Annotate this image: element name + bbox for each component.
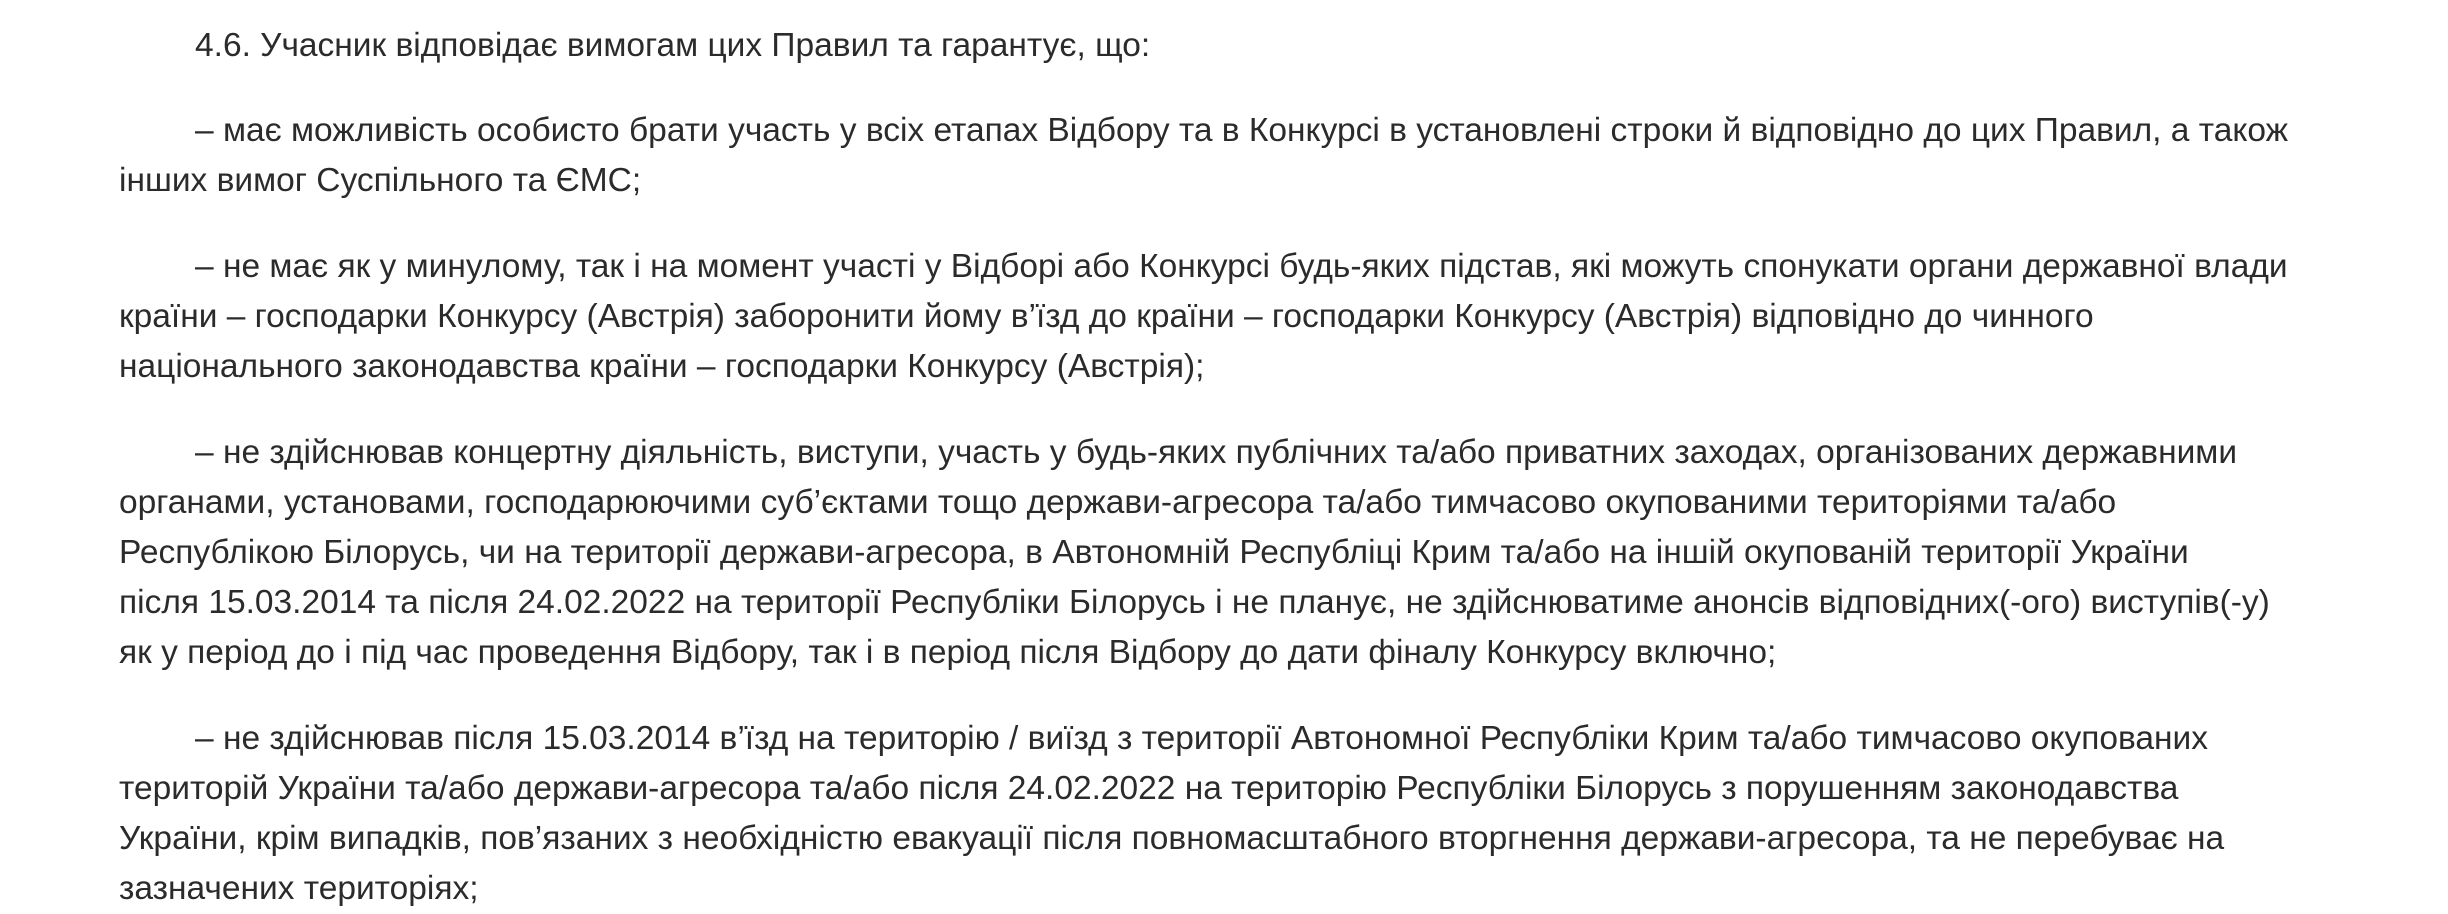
text-line: національного законодавства країни – господарки Конкурсу (Австрія); — [119, 348, 1205, 385]
text-line: територій України та/або держави-агресора та/або після 24.02.2022 на територію Республіки Білорусь з порушенням законодавства — [119, 770, 2179, 807]
text-line: України, крім випадків, пов’язаних з необхідністю евакуації після повномасштабного вторгнення держави-агресора, та не перебуває на — [119, 820, 2225, 857]
paragraph-territory-entry — [119, 714, 2317, 914]
text-line: органами, установами, господарюючими суб’єктами тощо держави-агресора та/або тимчасово окупованими територіями та/або — [119, 484, 2117, 521]
paragraph-concert-activity — [119, 428, 2317, 678]
text-line: – не здійснював концертну діяльність, виступи, участь у будь-яких публічних та/або приватних заходах, організованих державними — [195, 434, 2238, 471]
text-line: 4.6. Учасник відповідає вимогам цих Правил та гарантує, що: — [195, 27, 1151, 64]
text-line: – не має як у минулому, так і на момент участі у Відборі або Конкурсі будь-яких підстав, які можуть спонукати органи державної влади — [195, 248, 2288, 285]
text-line: як у період до і під час проведення Відбору, так і в період після Відбору до дати фіналу Конкурсу включно; — [119, 634, 1777, 671]
text-line: Республікою Білорусь, чи на території держави-агресора, в Автономній Республіці Крим та/або на іншій окупованій території України — [119, 534, 2189, 571]
text-line: інших вимог Суспільного та ЄМС; — [119, 162, 642, 199]
paragraph-4-6-heading — [157, 21, 2317, 71]
paragraph-entry-ban — [119, 242, 2317, 392]
paragraph-participation-ability — [119, 106, 2317, 206]
text-line: країни – господарки Конкурсу (Австрія) заборонити йому в’їзд до країни – господарки Конкурсу (Австрія) відповідно до чинного — [119, 298, 2094, 335]
text-line: після 15.03.2014 та після 24.02.2022 на території Республіки Білорусь і не планує, не здійснюватиме анонсів відповідних(-ого) виступів(-у) — [119, 584, 2270, 621]
text-line: зазначених територіях; — [119, 870, 479, 907]
text-line: – не здійснював після 15.03.2014 в’їзд на територію / виїзд з території Автономної Республіки Крим та/або тимчасово окупованих — [195, 720, 2208, 757]
text-line: – має можливість особисто брати участь у всіх етапах Відбору та в Конкурсі в установлені строки й відповідно до цих Правил, а також — [195, 112, 2289, 149]
